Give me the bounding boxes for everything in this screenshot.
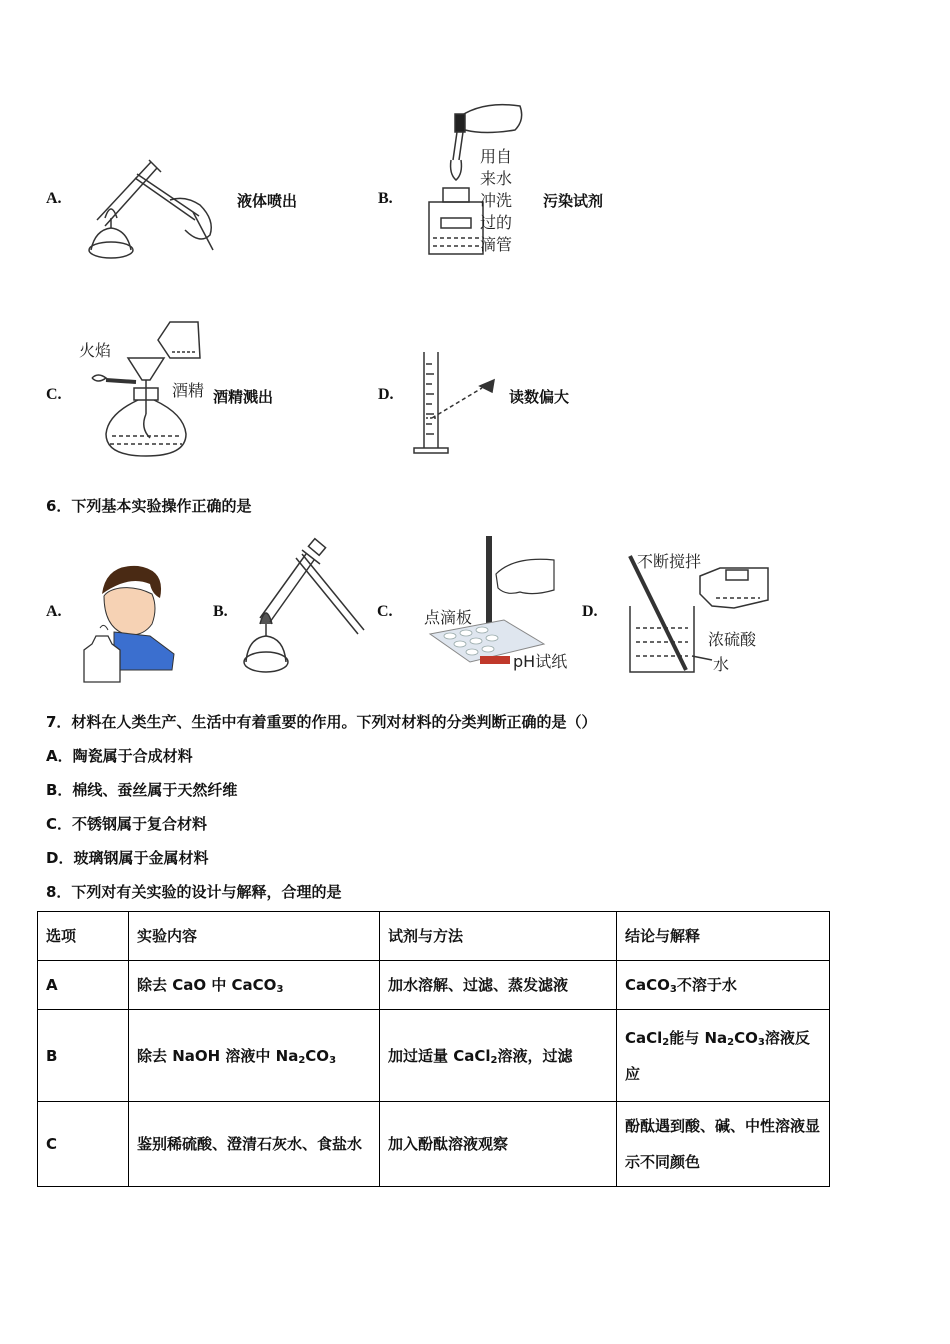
- q7-choice-a: A．陶瓷属于合成材料: [46, 747, 193, 765]
- q7-choice-d: D．玻璃钢属于金属材料: [46, 849, 209, 867]
- content-cell: 除去 CaO 中 CaCO$_3$: [129, 961, 380, 1010]
- q5-option-b-caption: 污染试剂: [543, 192, 604, 210]
- q5-d-graduated-cylinder-figure: [410, 350, 502, 455]
- q5-option-b-letter: B.: [378, 190, 393, 207]
- option-cell: C: [38, 1102, 129, 1187]
- content-cell: 除去 NaOH 溶液中 $Na_2CO_3$: [129, 1010, 380, 1102]
- q5-a-heating-test-tube-figure: [75, 150, 225, 268]
- header-cell: 实验内容: [129, 912, 380, 961]
- q6-option-b-letter: B.: [213, 603, 228, 620]
- header-cell: 结论与解释: [617, 912, 830, 961]
- method-cell: 加入酚酞溶液观察: [380, 1102, 617, 1187]
- q8-stem: 8．下列对有关实验的设计与解释，合理的是: [46, 883, 342, 901]
- q6-d-dilution-figure: [626, 548, 772, 678]
- option-cell: B: [38, 1010, 129, 1102]
- q6-c-label-ph-paper: pH试纸: [513, 652, 568, 671]
- q7-choice-b: B．棉线、蚕丝属于天然纤维: [46, 781, 238, 799]
- q5-option-d-letter: D.: [378, 386, 394, 403]
- table-header-row: [38, 912, 830, 961]
- q5-option-c-caption: 酒精溅出: [213, 388, 274, 406]
- q5-option-a-caption: 液体喷出: [237, 192, 298, 210]
- option-cell: A: [38, 961, 129, 1010]
- content-cell: 鉴别稀硫酸、澄清石灰水、食盐水: [129, 1102, 380, 1187]
- q6-d-label-stir: 不断搅拌: [637, 552, 702, 571]
- q6-d-label-sulfuric-acid: 浓硫酸: [708, 630, 757, 649]
- q5-option-c-letter: C.: [46, 386, 62, 403]
- q6-option-c-letter: C.: [377, 603, 393, 620]
- q6-stem: 6．下列基本实验操作正确的是: [46, 497, 252, 515]
- q5-b-figure-label: 用自 来水 冲洗 过的 滴管: [480, 147, 513, 254]
- q7-choice-c: C．不锈钢属于复合材料: [46, 815, 208, 833]
- q7-stem: 7．材料在人类生产、生活中有着重要的作用。下列对材料的分类判断正确的是（）: [46, 713, 597, 731]
- method-cell: 加过适量 CaCl$_2$溶液，过滤: [380, 1010, 617, 1102]
- q6-b-heating-test-tube-figure: [240, 538, 368, 678]
- q6-option-d-letter: D.: [582, 603, 598, 620]
- conclusion-cell: 酚酞遇到酸、碱、中性溶液显示不同颜色: [617, 1102, 830, 1187]
- q5-option-a-letter: A.: [46, 190, 62, 207]
- q5-option-d-caption: 读数偏大: [509, 388, 570, 406]
- conclusion-cell: CaCl$_2$能与 $Na_2CO_3$溶液反应: [617, 1010, 830, 1102]
- q6-d-label-water: 水: [713, 655, 730, 674]
- method-cell: 加水溶解、过滤、蒸发滤液: [380, 961, 617, 1010]
- table-row: [38, 1010, 830, 1102]
- q6-a-smelling-gas-figure: [80, 558, 180, 684]
- header-cell: 试剂与方法: [380, 912, 617, 961]
- q5-c-label-flame: 火焰: [79, 341, 112, 360]
- q6-option-a-letter: A.: [46, 603, 62, 620]
- table-row: [38, 1102, 830, 1187]
- table-row: [38, 961, 830, 1010]
- q5-c-label-alcohol: 酒精: [172, 381, 205, 400]
- q8-table: [37, 911, 830, 1187]
- q6-c-label-spot-plate: 点滴板: [424, 608, 473, 627]
- header-cell: 选项: [38, 912, 129, 961]
- conclusion-cell: CaCO$_3$不溶于水: [617, 961, 830, 1010]
